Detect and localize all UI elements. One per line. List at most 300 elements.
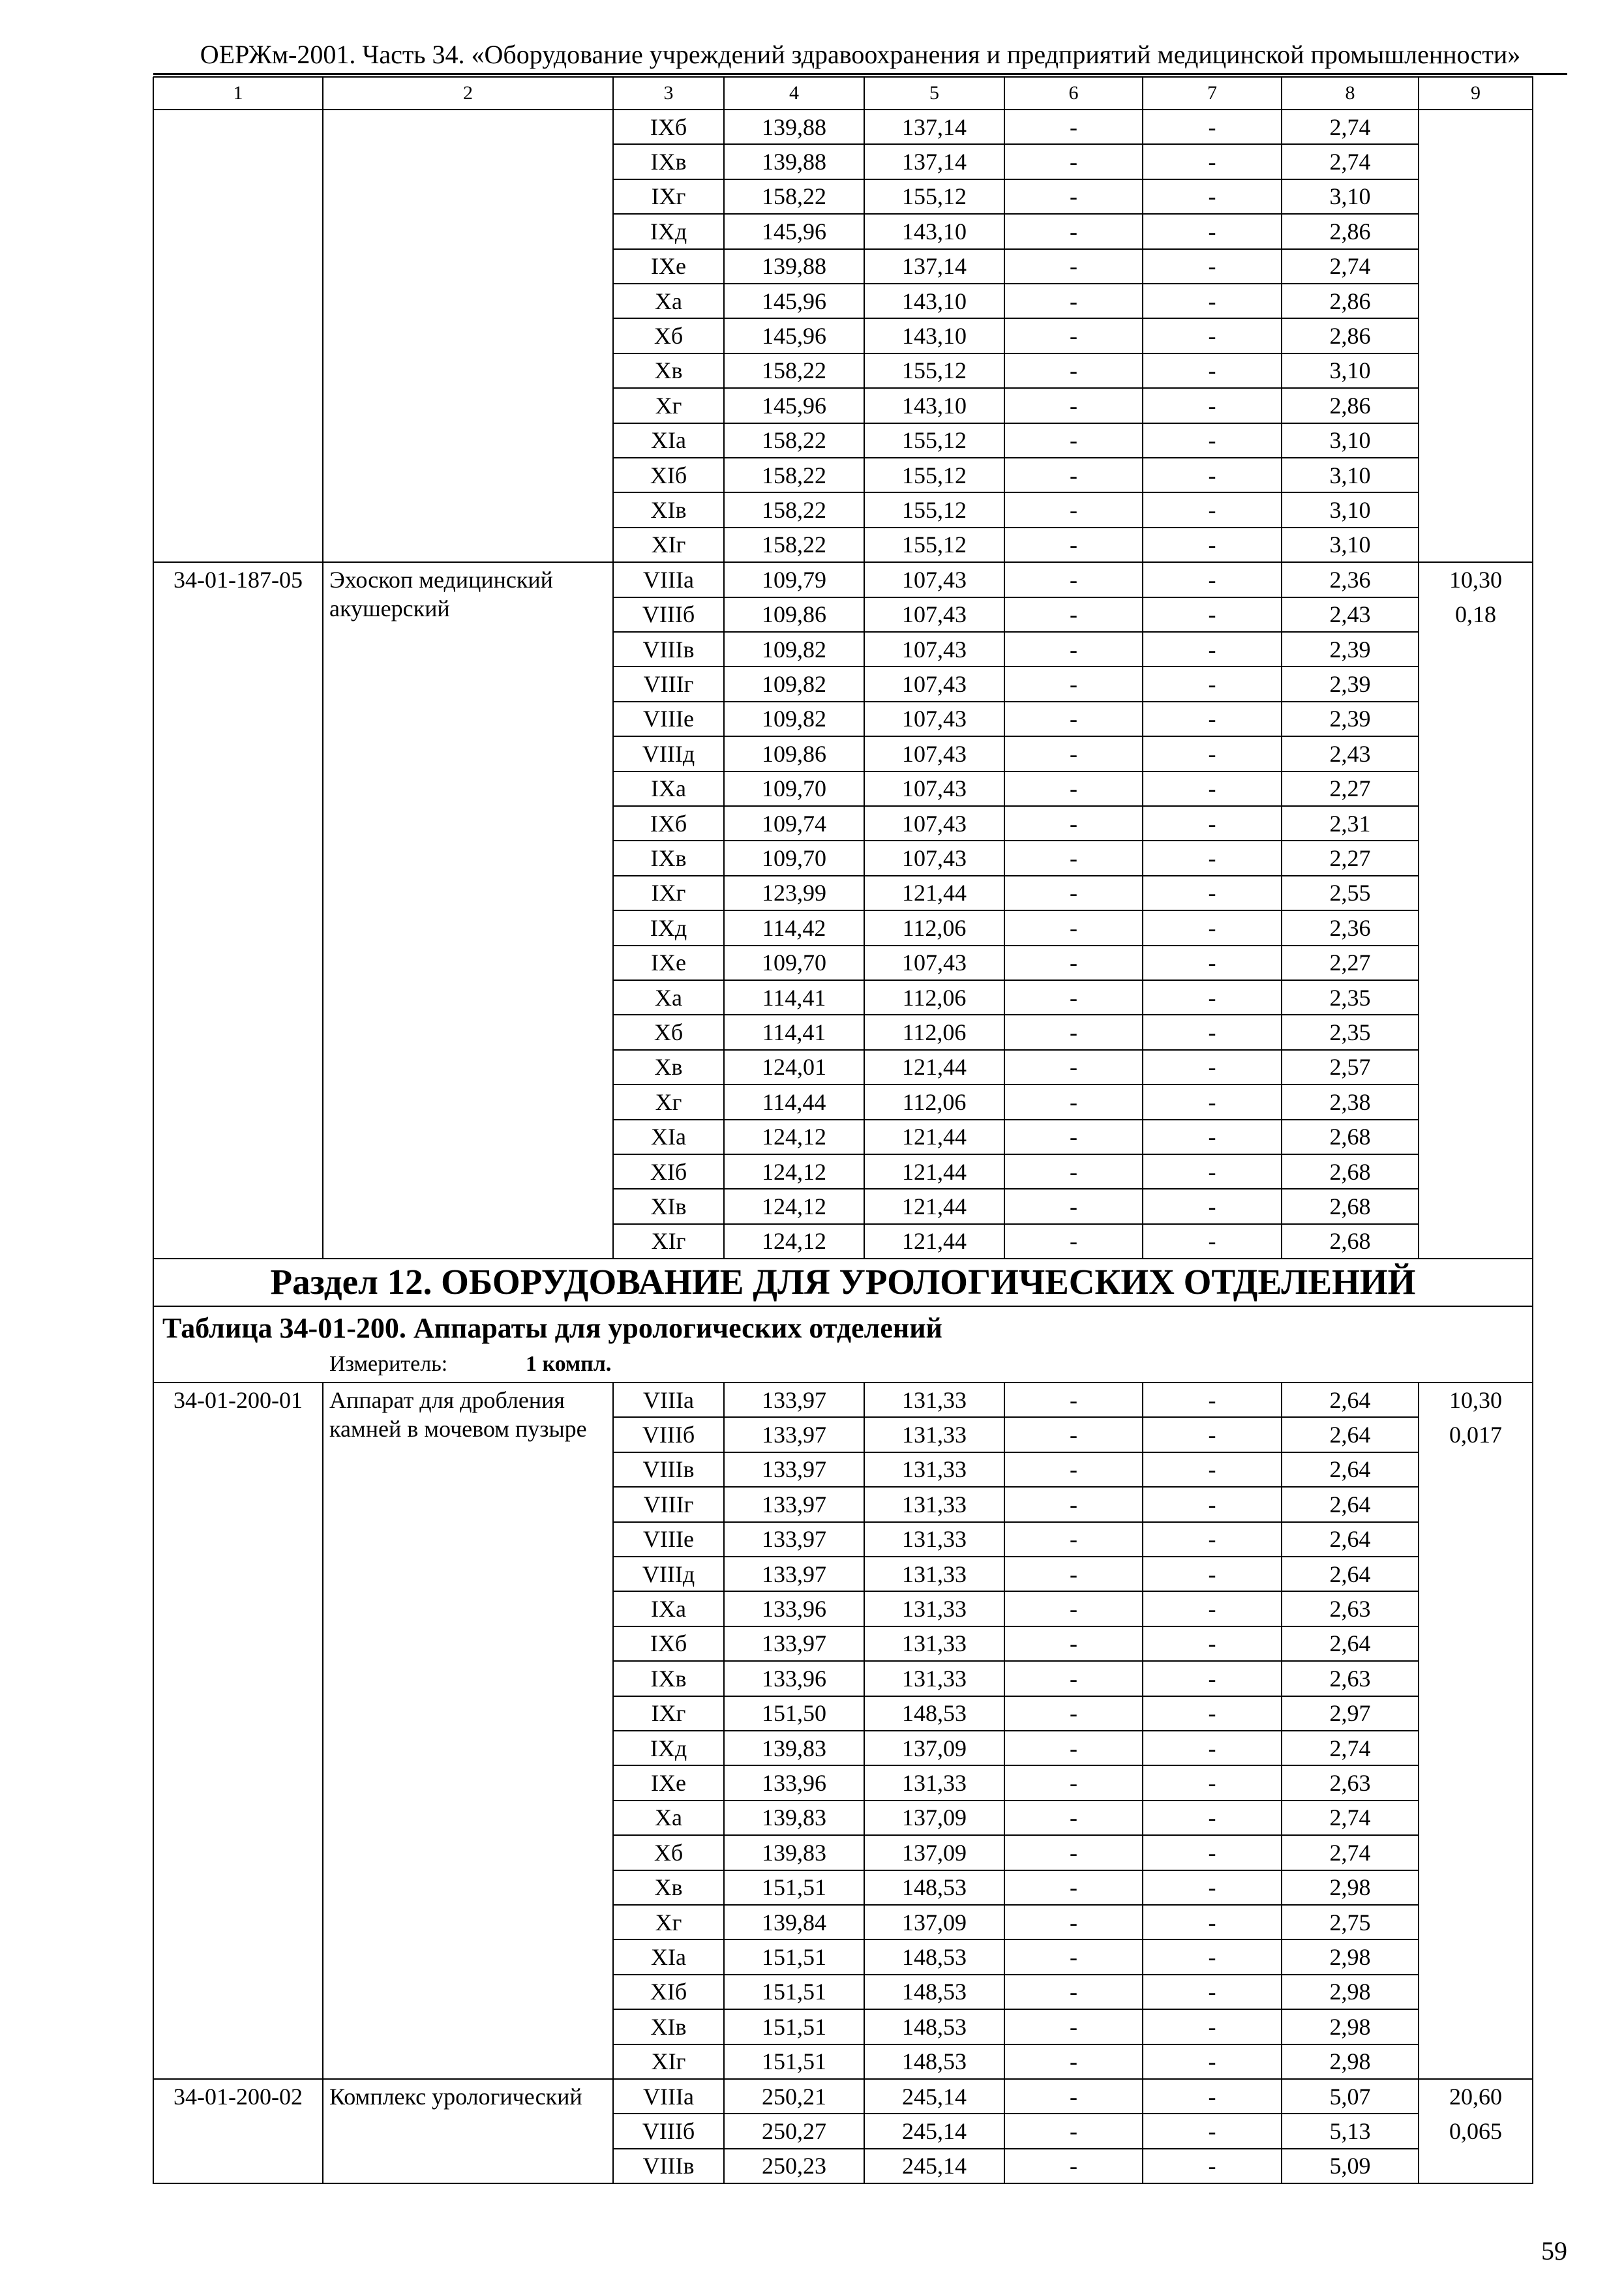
cell-col7: -	[1208, 740, 1216, 767]
cell-col8: 2,74	[1329, 113, 1371, 140]
cell-col8: 2,74	[1329, 253, 1371, 280]
column-number-9: 9	[1471, 82, 1481, 104]
cell-col4: 109,82	[762, 706, 826, 732]
cell-col5: 245,14	[902, 2083, 967, 2110]
cell-col3: XIа	[651, 427, 686, 454]
cell-col8: 3,10	[1329, 427, 1371, 454]
cell-col7: -	[1208, 810, 1216, 837]
cell-col5: 107,43	[902, 566, 967, 593]
cell-col3: XIа	[651, 1124, 686, 1150]
cell-col7: -	[1208, 2083, 1216, 2110]
cell-col4: 158,22	[762, 183, 826, 210]
cell-col3: VIIIг	[643, 671, 694, 698]
section-title: Раздел 12. ОБОРУДОВАНИЕ ДЛЯ УРОЛОГИЧЕСКИХ ОТДЕЛЕНИЙ	[270, 1262, 1416, 1302]
cell-col4: 151,51	[762, 2013, 826, 2040]
item-separator-rule	[153, 2078, 1533, 2080]
cell-col5: 131,33	[902, 1456, 967, 1483]
cell-col6: -	[1070, 392, 1077, 419]
cell-col8: 2,35	[1329, 1019, 1371, 1046]
cell-col5: 137,09	[902, 1909, 967, 1936]
cell-col4: 151,51	[762, 1944, 826, 1971]
cell-col5: 112,06	[902, 1088, 967, 1115]
cell-col7: -	[1208, 113, 1216, 140]
cell-col7: -	[1208, 1700, 1216, 1727]
cell-col3: Xб	[654, 323, 684, 350]
cell-col5: 107,43	[902, 810, 967, 837]
cell-col4: 124,12	[762, 1228, 826, 1255]
cell-col4: 145,96	[762, 288, 826, 314]
cell-col5: 143,10	[902, 323, 967, 350]
cell-col5: 137,14	[902, 113, 967, 140]
cell-col4: 139,88	[762, 253, 826, 280]
cell-col6: -	[1070, 1088, 1077, 1115]
cell-col7: -	[1208, 2013, 1216, 2040]
cell-col8: 2,27	[1329, 845, 1371, 872]
cell-col7: -	[1208, 1561, 1216, 1587]
cell-col8: 2,38	[1329, 1088, 1371, 1115]
cell-col8: 3,10	[1329, 497, 1371, 524]
cell-col4: 124,12	[762, 1158, 826, 1185]
column-number-5: 5	[929, 82, 939, 104]
block-a-column-rule	[1532, 110, 1533, 1259]
cell-col6: -	[1070, 2048, 1077, 2075]
header-column-rule	[322, 77, 323, 110]
cell-col7: -	[1208, 601, 1216, 628]
cell-col6: -	[1070, 2013, 1077, 2040]
header-column-rule	[864, 77, 865, 110]
item-name: камней в мочевом пузыре	[329, 1415, 587, 1442]
cell-col7: -	[1208, 1019, 1216, 1046]
cell-col7: -	[1208, 427, 1216, 454]
cell-col4: 158,22	[762, 497, 826, 524]
cell-col7: -	[1208, 1874, 1216, 1901]
cell-col3: Xв	[654, 357, 683, 384]
cell-col3: XIб	[650, 1979, 687, 2005]
cell-col7: -	[1208, 2048, 1216, 2075]
cell-col4: 133,97	[762, 1561, 826, 1587]
cell-col5: 112,06	[902, 1019, 967, 1046]
cell-col5: 155,12	[902, 183, 967, 210]
cell-col3: IXе	[651, 950, 686, 976]
cell-col6: -	[1070, 427, 1077, 454]
cell-col5: 131,33	[902, 1386, 967, 1413]
cell-col5: 107,43	[902, 601, 967, 628]
cell-col6: -	[1070, 357, 1077, 384]
cell-col5: 107,43	[902, 740, 967, 767]
cell-col6: -	[1070, 1770, 1077, 1797]
cell-col3: IXг	[651, 1700, 686, 1727]
cell-col8: 2,27	[1329, 775, 1371, 802]
cell-col8: 2,98	[1329, 1874, 1371, 1901]
table-title: Таблица 34-01-200. Аппараты для урологических отделений	[162, 1312, 942, 1344]
cell-col7: -	[1208, 984, 1216, 1011]
cell-col7: -	[1208, 1158, 1216, 1185]
cell-col6: -	[1070, 950, 1077, 976]
cell-col8: 5,09	[1329, 2153, 1371, 2179]
cell-col6: -	[1070, 845, 1077, 872]
item-name: Комплекс урологический	[329, 2083, 582, 2110]
cell-col8: 2,68	[1329, 1158, 1371, 1185]
item-col9-value: 20,60	[1449, 2083, 1502, 2110]
cell-col8: 2,57	[1329, 1054, 1371, 1081]
block-a-column-rule	[322, 110, 323, 1259]
cell-col5: 131,33	[902, 1770, 967, 1797]
cell-col8: 2,97	[1329, 1700, 1371, 1727]
cell-col4: 114,41	[762, 1019, 826, 1046]
column-number-1: 1	[233, 82, 243, 104]
cell-col8: 2,36	[1329, 914, 1371, 941]
item-code: 34-01-187-05	[173, 566, 303, 593]
cell-col3: XIг	[651, 2048, 686, 2075]
cell-col5: 107,43	[902, 636, 967, 663]
cell-col7: -	[1208, 1630, 1216, 1657]
cell-col5: 121,44	[902, 1193, 967, 1220]
cell-col6: -	[1070, 1909, 1077, 1936]
block-b-column-rule	[1281, 1383, 1282, 2184]
cell-col4: 158,22	[762, 357, 826, 384]
cell-col4: 139,84	[762, 1909, 826, 1936]
cell-col5: 131,33	[902, 1422, 967, 1448]
cell-col5: 155,12	[902, 462, 967, 488]
cell-col6: -	[1070, 1193, 1077, 1220]
cell-col3: IXд	[650, 914, 687, 941]
cell-col7: -	[1208, 1422, 1216, 1448]
cell-col4: 109,70	[762, 845, 826, 872]
cell-col8: 2,64	[1329, 1386, 1371, 1413]
cell-col4: 109,74	[762, 810, 826, 837]
cell-col8: 2,75	[1329, 1909, 1371, 1936]
cell-col6: -	[1070, 1979, 1077, 2005]
cell-col8: 2,74	[1329, 1735, 1371, 1761]
cell-col7: -	[1208, 1526, 1216, 1553]
cell-col4: 151,51	[762, 1979, 826, 2005]
cell-col8: 2,55	[1329, 880, 1371, 906]
cell-col7: -	[1208, 775, 1216, 802]
cell-col3: Xа	[655, 288, 682, 314]
cell-col6: -	[1070, 566, 1077, 593]
meter-label: Измеритель:	[329, 1352, 448, 1376]
cell-col6: -	[1070, 601, 1077, 628]
cell-col5: 155,12	[902, 531, 967, 558]
cell-col4: 114,42	[762, 914, 826, 941]
cell-col5: 148,53	[902, 1944, 967, 1971]
cell-col7: -	[1208, 2118, 1216, 2145]
block-a-column-rule	[1142, 110, 1143, 1259]
cell-col3: Xг	[655, 392, 682, 419]
cell-col6: -	[1070, 1158, 1077, 1185]
cell-col3: XIв	[650, 1193, 687, 1220]
column-number-4: 4	[789, 82, 799, 104]
cell-col5: 107,43	[902, 950, 967, 976]
cell-col5: 148,53	[902, 2013, 967, 2040]
cell-col3: XIб	[650, 462, 687, 488]
cell-col3: VIIIа	[643, 566, 694, 593]
cell-col4: 145,96	[762, 323, 826, 350]
cell-col5: 148,53	[902, 1874, 967, 1901]
cell-col6: -	[1070, 1422, 1077, 1448]
cell-col4: 133,97	[762, 1491, 826, 1518]
cell-col8: 2,31	[1329, 810, 1371, 837]
cell-col3: VIIIб	[642, 2118, 695, 2145]
header-column-rule	[153, 77, 154, 110]
cell-col3: IXе	[651, 253, 686, 280]
cell-col6: -	[1070, 323, 1077, 350]
cell-col7: -	[1208, 531, 1216, 558]
cell-col7: -	[1208, 950, 1216, 976]
cell-col8: 2,86	[1329, 323, 1371, 350]
cell-col8: 2,27	[1329, 950, 1371, 976]
cell-col6: -	[1070, 253, 1077, 280]
cell-col4: 109,82	[762, 636, 826, 663]
cell-col7: -	[1208, 1979, 1216, 2005]
cell-col5: 148,53	[902, 2048, 967, 2075]
cell-col8: 5,13	[1329, 2118, 1371, 2145]
cell-col5: 137,14	[902, 149, 967, 175]
cell-col6: -	[1070, 531, 1077, 558]
cell-col3: Xв	[654, 1874, 683, 1901]
cell-col7: -	[1208, 253, 1216, 280]
cell-col5: 148,53	[902, 1979, 967, 2005]
cell-col6: -	[1070, 288, 1077, 314]
cell-col4: 139,83	[762, 1804, 826, 1831]
cell-col7: -	[1208, 1054, 1216, 1081]
cell-col5: 143,10	[902, 288, 967, 314]
cell-col5: 121,44	[902, 1054, 967, 1081]
cell-col4: 139,83	[762, 1839, 826, 1866]
cell-col8: 2,63	[1329, 1770, 1371, 1797]
cell-col5: 143,10	[902, 392, 967, 419]
cell-col5: 131,33	[902, 1526, 967, 1553]
cell-col7: -	[1208, 1804, 1216, 1831]
cell-col3: Xб	[654, 1839, 684, 1866]
cell-col5: 131,33	[902, 1630, 967, 1657]
cell-col5: 121,44	[902, 880, 967, 906]
cell-col4: 133,96	[762, 1596, 826, 1623]
cell-col5: 121,44	[902, 1158, 967, 1185]
cell-col8: 2,86	[1329, 392, 1371, 419]
cell-col3: IXв	[650, 1665, 687, 1692]
cell-col4: 151,50	[762, 1700, 826, 1727]
cell-col8: 3,10	[1329, 531, 1371, 558]
cell-col3: VIIIб	[642, 1422, 695, 1448]
cell-col4: 124,01	[762, 1054, 826, 1081]
cell-col4: 133,97	[762, 1386, 826, 1413]
block-b-column-rule	[1142, 1383, 1143, 2184]
column-number-2: 2	[463, 82, 473, 104]
cell-col3: VIIIа	[643, 2083, 694, 2110]
cell-col6: -	[1070, 1839, 1077, 1866]
cell-col5: 137,09	[902, 1804, 967, 1831]
item-col9-value: 10,30	[1449, 1386, 1502, 1413]
header-column-rule	[1418, 77, 1419, 110]
cell-col4: 114,44	[762, 1088, 826, 1115]
cell-col7: -	[1208, 1596, 1216, 1623]
block-a-column-rule	[153, 110, 154, 1259]
cell-col3: Xв	[654, 1054, 683, 1081]
cell-col7: -	[1208, 845, 1216, 872]
cell-col6: -	[1070, 1228, 1077, 1255]
cell-col8: 2,86	[1329, 288, 1371, 314]
cell-col4: 139,88	[762, 149, 826, 175]
cell-col5: 245,14	[902, 2118, 967, 2145]
cell-col5: 107,43	[902, 706, 967, 732]
block-b-bottom-rule	[153, 2183, 1533, 2184]
cell-col8: 2,74	[1329, 1804, 1371, 1831]
cell-col3: VIIIе	[643, 1526, 694, 1553]
cell-col4: 145,96	[762, 392, 826, 419]
cell-col7: -	[1208, 914, 1216, 941]
cell-col3: VIIIв	[642, 2153, 695, 2179]
cell-col3: IXб	[650, 113, 687, 140]
cell-col5: 155,12	[902, 427, 967, 454]
cell-col5: 245,14	[902, 2153, 967, 2179]
cell-col3: VIIIд	[642, 740, 695, 767]
cell-col6: -	[1070, 636, 1077, 663]
cell-col8: 2,43	[1329, 601, 1371, 628]
cell-col5: 131,33	[902, 1561, 967, 1587]
cell-col6: -	[1070, 1700, 1077, 1727]
header-column-rule	[723, 77, 725, 110]
cell-col6: -	[1070, 183, 1077, 210]
cell-col8: 5,07	[1329, 2083, 1371, 2110]
cell-col6: -	[1070, 1665, 1077, 1692]
cell-col7: -	[1208, 1735, 1216, 1761]
cell-col5: 107,43	[902, 671, 967, 698]
cell-col8: 2,98	[1329, 1944, 1371, 1971]
cell-col4: 133,97	[762, 1456, 826, 1483]
cell-col5: 143,10	[902, 218, 967, 245]
cell-col5: 131,33	[902, 1491, 967, 1518]
cell-col4: 250,21	[762, 2083, 826, 2110]
column-number-3: 3	[663, 82, 674, 104]
cell-col4: 124,12	[762, 1124, 826, 1150]
cell-col8: 2,64	[1329, 1526, 1371, 1553]
cell-col6: -	[1070, 1386, 1077, 1413]
cell-col6: -	[1070, 1561, 1077, 1587]
cell-col6: -	[1070, 1944, 1077, 1971]
cell-col6: -	[1070, 1735, 1077, 1761]
cell-col5: 112,06	[902, 914, 967, 941]
item-name: Эхоскоп медицинский	[329, 566, 553, 593]
cell-col5: 155,12	[902, 497, 967, 524]
cell-col3: XIг	[651, 1228, 686, 1255]
block-b-column-rule	[723, 1383, 725, 2184]
cell-col6: -	[1070, 880, 1077, 906]
cell-col4: 250,27	[762, 2118, 826, 2145]
cell-col6: -	[1070, 775, 1077, 802]
cell-col8: 2,64	[1329, 1630, 1371, 1657]
cell-col4: 109,82	[762, 671, 826, 698]
cell-col7: -	[1208, 392, 1216, 419]
cell-col4: 151,51	[762, 1874, 826, 1901]
cell-col3: XIб	[650, 1158, 687, 1185]
cell-col8: 2,68	[1329, 1124, 1371, 1150]
cell-col7: -	[1208, 1124, 1216, 1150]
cell-col7: -	[1208, 1456, 1216, 1483]
cell-col7: -	[1208, 1944, 1216, 1971]
cell-col3: VIIIб	[642, 601, 695, 628]
cell-col3: Xг	[655, 1088, 682, 1115]
cell-col6: -	[1070, 1491, 1077, 1518]
cell-col3: IXе	[651, 1770, 686, 1797]
cell-col6: -	[1070, 2153, 1077, 2179]
cell-col7: -	[1208, 636, 1216, 663]
cell-col3: IXа	[651, 1596, 686, 1623]
cell-col3: VIIIд	[642, 1561, 695, 1587]
cell-col4: 109,70	[762, 775, 826, 802]
cell-col5: 137,14	[902, 253, 967, 280]
cell-col6: -	[1070, 1124, 1077, 1150]
cell-col4: 133,96	[762, 1770, 826, 1797]
cell-col7: -	[1208, 1909, 1216, 1936]
cell-col8: 2,39	[1329, 636, 1371, 663]
cell-col8: 2,64	[1329, 1456, 1371, 1483]
cell-col7: -	[1208, 149, 1216, 175]
cell-col7: -	[1208, 183, 1216, 210]
cell-col7: -	[1208, 1228, 1216, 1255]
cell-col3: Xб	[654, 1019, 684, 1046]
item-code: 34-01-200-01	[173, 1386, 303, 1413]
cell-col8: 2,64	[1329, 1491, 1371, 1518]
page-number: 59	[1541, 2236, 1567, 2266]
cell-col3: XIа	[651, 1944, 686, 1971]
cell-col3: IXг	[651, 183, 686, 210]
cell-col4: 133,97	[762, 1422, 826, 1448]
cell-col4: 145,96	[762, 218, 826, 245]
cell-col6: -	[1070, 1526, 1077, 1553]
column-number-6: 6	[1068, 82, 1079, 104]
cell-col8: 2,86	[1329, 218, 1371, 245]
cell-col8: 3,10	[1329, 183, 1371, 210]
cell-col5: 148,53	[902, 1700, 967, 1727]
cell-col3: Xа	[655, 984, 682, 1011]
cell-col4: 158,22	[762, 531, 826, 558]
cell-col7: -	[1208, 1491, 1216, 1518]
cell-col6: -	[1070, 149, 1077, 175]
header-column-rule	[1142, 77, 1143, 110]
cell-col3: IXд	[650, 218, 687, 245]
cell-col8: 2,39	[1329, 706, 1371, 732]
item-separator-rule	[153, 561, 1533, 563]
cell-col7: -	[1208, 462, 1216, 488]
cell-col6: -	[1070, 218, 1077, 245]
cell-col8: 2,68	[1329, 1228, 1371, 1255]
cell-col5: 137,09	[902, 1735, 967, 1761]
cell-col6: -	[1070, 671, 1077, 698]
cell-col8: 2,35	[1329, 984, 1371, 1011]
cell-col6: -	[1070, 497, 1077, 524]
cell-col8: 2,74	[1329, 1839, 1371, 1866]
cell-col8: 2,64	[1329, 1561, 1371, 1587]
cell-col3: IXг	[651, 880, 686, 906]
cell-col5: 107,43	[902, 845, 967, 872]
cell-col8: 2,98	[1329, 2013, 1371, 2040]
cell-col6: -	[1070, 462, 1077, 488]
cell-col6: -	[1070, 810, 1077, 837]
cell-col4: 250,23	[762, 2153, 826, 2179]
cell-col3: XIг	[651, 531, 686, 558]
cell-col8: 2,43	[1329, 740, 1371, 767]
cell-col8: 2,74	[1329, 149, 1371, 175]
item-col9-value: 0,18	[1455, 601, 1496, 628]
cell-col5: 112,06	[902, 984, 967, 1011]
cell-col7: -	[1208, 1665, 1216, 1692]
cell-col4: 158,22	[762, 462, 826, 488]
item-col9-value: 0,017	[1449, 1422, 1502, 1448]
cell-col3: IXб	[650, 1630, 687, 1657]
cell-col7: -	[1208, 706, 1216, 732]
block-b-column-rule	[1418, 1383, 1419, 2184]
